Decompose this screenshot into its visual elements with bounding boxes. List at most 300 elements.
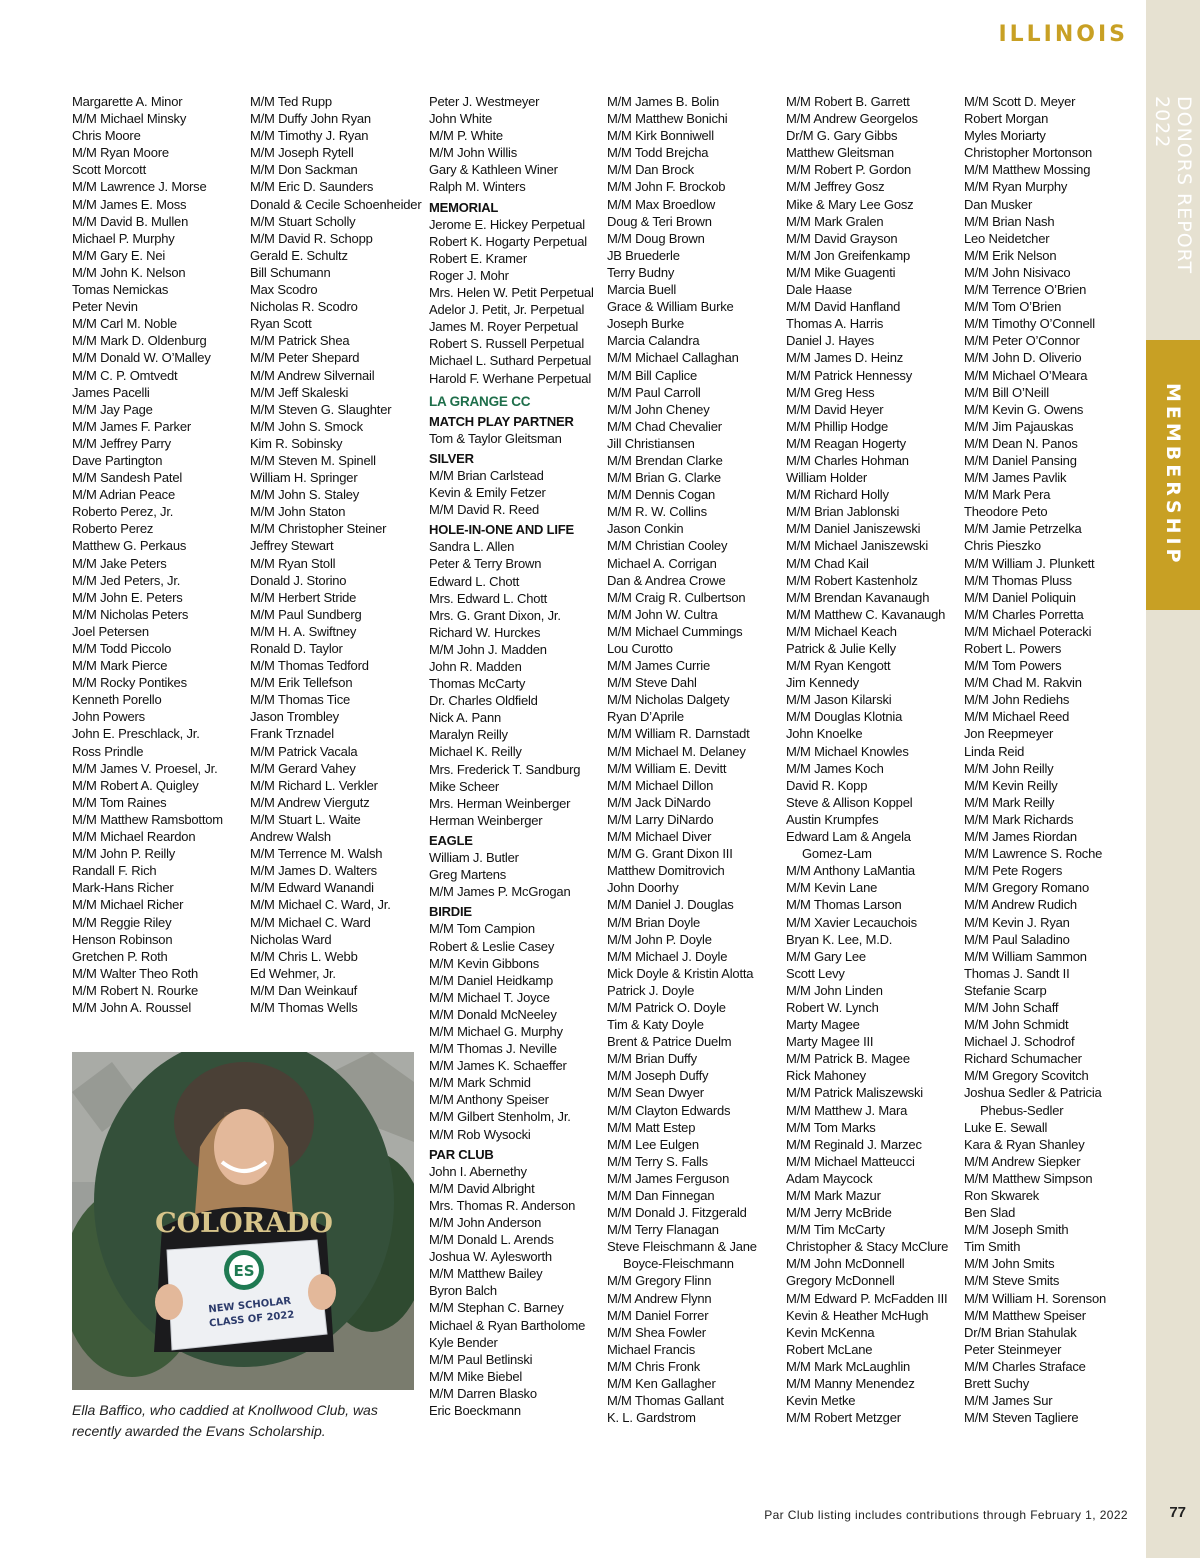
donor-name: M/M Jay Page [72,401,153,417]
photo-caption: Ella Baffico, who caddied at Knollwood Club, was recently awarded the Evans Scholarship. [72,1402,378,1439]
donor-name: M/M Jeffrey Parry [72,435,171,451]
giving-level-heading: PAR CLUB [429,1146,494,1162]
donor-name: M/M Pete Rogers [964,863,1063,879]
donor-name: M/M Thomas Pluss [964,572,1072,588]
donor-name: Lou Curotto [607,641,673,656]
donor-name: M/M Robert B. Garrett [786,94,910,109]
donor-name: Tom & Taylor Gleitsman [429,430,562,446]
donor-name: M/M Matthew Bailey [429,1266,543,1282]
donor-name: M/M James P. McGrogan [429,884,571,900]
donor-name: M/M Patrick Vacala [250,743,358,759]
donor-name: M/M Patrick B. Magee [786,1051,910,1067]
donor-name: Kevin & Heather McHugh [786,1307,929,1323]
scholar-photo [72,1052,414,1390]
donor-name: M/M Daniel Forrer [607,1307,709,1323]
donor-name: Kara & Ryan Shanley [964,1136,1085,1152]
donor-name: Mike & Mary Lee Gosz [786,196,914,212]
donor-name: M/M Shea Fowler [607,1324,706,1340]
donor-name: M/M Mark Pierce [72,658,168,674]
donor-name: M/M R. W. Collins [607,504,707,520]
donor-name: M/M Andrew Georgelos [786,111,918,127]
giving-level-heading: MATCH PLAY PARTNER [429,413,574,429]
donor-name: M/M Michael M. Delaney [607,743,746,759]
donor-name: M/M Max Broedlow [607,196,716,212]
donor-name: Dr/M Brian Stahulak [964,1324,1077,1340]
donor-name: M/M Brian G. Clarke [607,470,721,486]
sweatshirt-text: COLORADO [155,1208,333,1239]
donor-name: Phebus-Sedler [980,1102,1064,1118]
donor-name: M/M Todd Brejcha [607,145,709,161]
donor-name: M/M Matt Estep [607,1119,696,1135]
donor-name: M/M Andrew Silvernail [250,367,375,383]
donor-name: M/M Chris Fronk [607,1358,701,1374]
donor-name: M/M Daniel Heidkamp [429,972,554,988]
donor-name: Nick A. Pann [429,710,502,726]
donor-name: Kevin & Emily Fetzer [429,485,546,501]
donor-name: M/M Nicholas Peters [72,606,189,622]
donor-name: M/M Michael Diver [607,829,712,845]
donor-name: M/M Anthony Speiser [429,1092,549,1108]
donor-name: JB Bruederle [607,247,680,263]
giving-level-heading: EAGLE [429,832,473,848]
donor-name: M/M Michael Minsky [72,111,187,127]
donor-name: M/M C. P. Omtvedt [72,367,178,383]
donor-name: M/M Phillip Hodge [786,418,889,434]
donor-name: M/M Daniel Janiszewski [786,521,921,537]
donor-name: Ron Skwarek [964,1188,1040,1203]
donor-name: Jeffrey Stewart [250,538,334,554]
donor-name: Christopher & Stacy McClure [786,1239,949,1255]
donor-name: Donald & Cecile Schoenheider [250,196,422,212]
donor-name: Michael P. Murphy [72,230,175,246]
donor-name: Nicholas Ward [250,931,332,947]
donor-name: M/M James Pavlik [964,470,1067,486]
donor-name: M/M Gregory Scovitch [964,1068,1089,1084]
donor-name: M/M Tom Campion [429,921,535,937]
donor-name: M/M Matthew Mossing [964,162,1091,178]
donor-name: M/M James D. Walters [250,863,377,879]
donor-name: M/M Mark Pera [964,487,1051,503]
donor-name: M/M Jim Pajauskas [964,418,1074,434]
donor-name: M/M Andrew Rudich [964,897,1077,913]
donor-name: Dan & Andrea Crowe [607,572,726,588]
donor-name: M/M Donald W. O’Malley [72,350,211,366]
donor-name: M/M Chad Kail [786,555,869,571]
donor-name: M/M Robert A. Quigley [72,777,199,793]
donor-name: M/M Chad M. Rakvin [964,675,1082,691]
donor-name: William H. Springer [250,470,358,486]
donor-name: M/M Michael C. Ward [250,914,371,930]
donor-name: M/M Michael J. Doyle [607,948,728,964]
donor-name: Frank Trznadel [250,726,334,742]
donor-name: M/M Robert Kastenholz [786,572,918,588]
donor-name: M/M Matthew Bonichi [607,111,728,127]
donor-name: M/M Dennis Cogan [607,487,716,503]
donor-name: M/M William J. Plunkett [964,555,1095,571]
donor-name: M/M Ted Rupp [250,94,332,109]
donor-name: M/M Paul Saladino [964,931,1070,947]
donor-column-4 [607,93,779,1426]
donor-name: Scott Levy [786,965,845,981]
donor-name: Roberto Perez, Jr. [72,504,174,520]
donor-name: Adam Maycock [786,1170,873,1186]
donor-name: Peter J. Westmeyer [429,94,540,109]
donor-name: M/M Rocky Pontikes [72,675,187,691]
donor-name: Joel Petersen [72,623,149,639]
donor-name: M/M Walter Theo Roth [72,965,199,981]
donor-name: M/M Steven M. Spinell [250,452,376,468]
donor-name: M/M Thomas Wells [250,999,358,1015]
donor-name: M/M Mark Richards [964,811,1074,827]
donor-name: M/M Charles Porretta [964,606,1084,622]
donor-name: M/M Jon Greifenkamp [786,247,911,263]
donor-name: M/M Thomas Tedford [250,658,369,674]
donor-name: M/M Ryan Kengott [786,658,891,674]
donor-name: Ben Slad [964,1205,1016,1221]
donor-name: Max Scodro [250,282,318,298]
donor-name: Michael L. Suthard Perpetual [429,353,592,369]
donor-name: M/M Mark D. Oldenburg [72,333,207,349]
donor-name: M/M Jake Peters [72,555,167,571]
donor-name: M/M Tom Powers [964,658,1062,674]
donor-name: Brett Suchy [964,1376,1029,1392]
donor-name: M/M Lawrence S. Roche [964,846,1103,862]
donor-name: M/M John Linden [786,982,883,998]
donor-name: Kevin McKenna [786,1324,875,1340]
footer-note: Par Club listing includes contributions through February 1, 2022 [764,1508,1128,1522]
donor-name: M/M David R. Schopp [250,230,373,246]
donor-name: M/M John K. Nelson [72,264,186,280]
donor-name: Ralph M. Winters [429,179,526,195]
donor-name: M/M John A. Roussel [72,999,192,1015]
donor-name: M/M Terry S. Falls [607,1153,708,1169]
donor-name: Peter Nevin [72,299,138,315]
donor-name: M/M William R. Darnstadt [607,726,750,742]
donor-name: M/M John J. Madden [429,641,547,657]
donor-name: John R. Madden [429,659,522,674]
donor-name: M/M Jeff Skaleski [250,384,349,400]
donor-name: M/M Charles Hohman [786,452,909,468]
donor-column-3 [429,93,601,1419]
donor-name: James Pacelli [72,384,150,400]
donor-name: M/M Carl M. Noble [72,316,177,332]
donor-name: M/M John Cheney [607,401,710,417]
donor-name: M/M Michael Poteracki [964,623,1092,639]
donor-name: M/M G. Grant Dixon III [607,846,733,862]
donor-name: M/M Robert N. Rourke [72,982,199,998]
donor-name: Marcia Calandra [607,333,700,349]
donor-name: Gregory McDonnell [786,1273,895,1289]
donor-name: Thomas A. Harris [786,316,884,332]
donor-name: Robert & Leslie Casey [429,938,555,954]
donor-name: M/M Matthew J. Mara [786,1102,908,1118]
donor-name: Ed Wehmer, Jr. [250,965,336,981]
donor-name: M/M Terry Flanagan [607,1222,719,1238]
donor-name: Margarette A. Minor [72,94,183,109]
donor-name: M/M Brian Nash [964,213,1055,229]
giving-level-heading: BIRDIE [429,904,472,920]
donor-name: M/M Joseph Smith [964,1222,1069,1238]
side-section-tab: MEMBERSHIP [1146,340,1200,610]
donor-name: Dale Haase [786,282,852,298]
donor-name: M/M Daniel J. Douglas [607,897,734,913]
donor-name: M/M Paul Betlinski [429,1351,533,1367]
donor-name: M/M John E. Peters [72,589,183,605]
donor-name: M/M Michael Callaghan [607,350,739,366]
donor-name: M/M Edward Wanandi [250,880,374,896]
donor-name: M/M Reagan Hogerty [786,435,906,451]
donor-name: Michael & Ryan Bartholome [429,1317,586,1333]
donor-name: Boyce-Fleischmann [623,1256,734,1272]
donor-name: M/M John Schmidt [964,1017,1069,1033]
donor-name: Michael K. Reilly [429,744,522,760]
donor-name: Joseph Burke [607,316,685,332]
donor-name: Jason Trombley [250,709,339,725]
donor-name: M/M William Sammon [964,948,1087,964]
donor-name: M/M Michael Cummings [607,623,743,639]
donor-name: M/M Michael Dillon [607,777,714,793]
donor-name: M/M David Hanfland [786,299,901,315]
donor-name: M/M Jack DiNardo [607,794,711,810]
donor-name: M/M Michael Reed [964,709,1070,725]
donor-name: John Powers [72,709,145,725]
donor-name: M/M Doug Brown [607,230,705,246]
donor-name: Gretchen P. Roth [72,948,168,964]
donor-name: M/M Andrew Siepker [964,1153,1081,1169]
donor-name: M/M Matthew Ramsbottom [72,811,223,827]
donor-name: M/M John D. Oliverio [964,350,1082,366]
donor-name: Austin Krumpfes [786,811,879,827]
donor-column-6 [964,93,1136,1426]
donor-name: M/M John P. Reilly [72,846,176,862]
donor-name: M/M Kevin G. Owens [964,401,1084,417]
donor-name: M/M Andrew Flynn [607,1290,712,1306]
donor-name: Doug & Teri Brown [607,213,712,229]
donor-name: M/M John S. Smock [250,418,363,434]
donor-name: M/M William H. Sorenson [964,1290,1107,1306]
donor-name: M/M Ken Gallagher [607,1376,716,1392]
donor-name: Bryan K. Lee, M.D. [786,931,893,947]
donor-name: M/M Don Sackman [250,162,358,178]
donor-name: M/M Dan Weinkauf [250,982,358,998]
donor-name: Terry Budny [607,264,675,280]
donor-name: M/M Gary Lee [786,948,866,964]
donor-name: Mrs. G. Grant Dixon, Jr. [429,607,561,623]
donor-name: M/M James Riordan [964,829,1077,845]
donor-name: M/M Joseph Duffy [607,1068,709,1084]
donor-name: Richard Schumacher [964,1051,1082,1067]
donor-name: Robert K. Hogarty Perpetual [429,233,587,249]
donor-name: M/M Craig R. Culbertson [607,589,746,605]
donor-name: M/M Gerard Vahey [250,760,356,776]
donor-name: M/M David R. Reed [429,502,540,518]
donor-name: Kim R. Sobinsky [250,435,343,451]
donor-name: M/M John F. Brockob [607,179,726,195]
donor-name: M/M Darren Blasko [429,1385,537,1401]
donor-name: M/M Greg Hess [786,384,875,400]
donor-name: M/M Douglas Klotnia [786,709,903,725]
donor-name: M/M Michael T. Joyce [429,989,550,1005]
donor-name: M/M Michael Knowles [786,743,909,759]
donor-name: Ryan D’Aprile [607,709,684,725]
donor-name: M/M Michael Reardon [72,829,196,845]
donor-name: Gary & Kathleen Winer [429,162,558,178]
donor-name: M/M Robert Metzger [786,1410,901,1426]
donor-name: Leo Neidetcher [964,230,1050,246]
donor-name: Steve Fleischmann & Jane [607,1239,757,1255]
donor-name: Henson Robinson [72,931,173,947]
donor-name: M/M Ryan Murphy [964,179,1068,195]
donor-name: M/M David Albright [429,1180,535,1196]
donor-name: M/M James Ferguson [607,1170,730,1186]
donor-name: M/M David B. Mullen [72,213,189,229]
donor-name: M/M Brian Doyle [607,914,701,930]
donor-name: Kenneth Porello [72,692,162,708]
donor-name: M/M John Schaff [964,999,1059,1015]
donor-name: M/M Richard Holly [786,487,889,503]
donor-name: M/M Chris L. Webb [250,948,358,964]
donor-name: M/M Chad Chevalier [607,418,722,434]
donor-name: Robert S. Russell Perpetual [429,336,585,352]
donor-name: M/M Nicholas Dalgety [607,692,730,708]
donor-name: M/M Steven Tagliere [964,1410,1079,1426]
side-report-title: DONORS REPORT 2022 [1151,96,1195,275]
donor-name: Ronald D. Taylor [250,641,343,656]
donor-name: M/M Reginald J. Marzec [786,1136,922,1152]
donor-name: Michael A. Corrigan [607,555,717,571]
donor-name: M/M Reggie Riley [72,914,172,930]
donor-name: M/M Dan Brock [607,162,694,178]
donor-name: Eric Boeckmann [429,1403,521,1419]
donor-name: M/M Terrence M. Walsh [250,846,383,862]
donor-name: Chris Moore [72,128,141,144]
donor-name: Jerome E. Hickey Perpetual [429,216,585,232]
donor-name: M/M Gregory Flinn [607,1273,712,1289]
donor-name: M/M Kevin Gibbons [429,955,540,971]
donor-name: M/M Kevin J. Ryan [964,914,1070,930]
donor-name: Harold F. Werhane Perpetual [429,370,592,386]
donor-name: Dave Partington [72,452,163,468]
donor-name: John Doorhy [607,880,679,896]
donor-name: M/M Herbert Stride [250,589,357,605]
donor-name: Jill Christiansen [607,435,695,451]
donor-name: Adelor J. Petit, Jr. Perpetual [429,302,585,318]
donor-name: M/M John Anderson [429,1215,542,1230]
donor-name: M/M Mark Schmid [429,1075,531,1091]
donor-name: M/M James D. Heinz [786,350,904,366]
donor-name: M/M Brian Duffy [607,1051,697,1067]
flag-line-1: NEW SCHOLAR [207,1295,292,1316]
donor-name: M/M Edward P. McFadden III [786,1290,948,1306]
donor-name: M/M Tim McCarty [786,1222,885,1238]
donor-name: Scott Morcott [72,162,146,178]
club-heading: LA GRANGE CC [429,393,531,409]
donor-name: M/M Michael Janiszewski [786,538,929,554]
donor-name: William J. Butler [429,850,519,866]
donor-name: M/M Brendan Kavanaugh [786,589,930,605]
donor-name: M/M Rob Wysocki [429,1126,531,1142]
donor-name: M/M Thomas Gallant [607,1393,724,1409]
donor-name: Joshua W. Aylesworth [429,1249,552,1265]
donor-name: Matthew G. Perkaus [72,538,187,554]
donor-name: Robert E. Kramer [429,250,527,266]
donor-name: M/M Jerry McBride [786,1205,892,1221]
donor-name: M/M Donald L. Arends [429,1232,554,1248]
donor-name: Michael Francis [607,1341,696,1357]
donor-name: Grace & William Burke [607,299,734,315]
donor-name: M/M Tom Raines [72,794,167,810]
donor-name: M/M Ryan Moore [72,145,169,161]
donor-name: Theodore Peto [964,504,1048,520]
donor-name: M/M Matthew Simpson [964,1170,1093,1186]
donor-name: M/M Michael Keach [786,623,897,639]
donor-name: Marty Magee [786,1017,860,1033]
donor-name: Marcia Buell [607,282,677,298]
donor-name: M/M James Sur [964,1393,1053,1409]
donor-name: M/M Gregory Romano [964,880,1089,896]
donor-name: M/M Mark McLaughlin [786,1358,911,1374]
donor-name: M/M Brendan Clarke [607,452,723,468]
donor-name: Marty Magee III [786,1034,874,1050]
donor-name: M/M Brian Carlstead [429,467,544,483]
donor-name: M/M Duffy John Ryan [250,111,371,127]
donor-name: John E. Preschlack, Jr. [72,726,200,742]
donor-name: M/M Mike Guagenti [786,264,896,280]
donor-name: Robert W. Lynch [786,999,879,1015]
donor-name: M/M James E. Moss [72,196,187,212]
donor-name: M/M Manny Menendez [786,1376,915,1392]
donor-name: M/M Michael C. Ward, Jr. [250,897,391,913]
donor-name: Sandra L. Allen [429,539,515,555]
donor-name: M/M Clayton Edwards [607,1102,731,1118]
donor-name: M/M Lawrence J. Morse [72,179,207,195]
donor-name: M/M Xavier Lecauchois [786,914,917,930]
donor-name: M/M Brian Jablonski [786,504,900,520]
donor-name: M/M Stuart Scholly [250,213,356,229]
donor-name: John Knoelke [786,726,863,742]
donor-name: Myles Moriarty [964,128,1046,144]
donor-name: Linda Reid [964,743,1025,759]
donor-name: M/M Richard L. Verkler [250,777,378,793]
donor-name: M/M John Staton [250,504,346,520]
donor-name: Greg Martens [429,867,507,883]
donor-name: M/M John S. Staley [250,487,360,503]
donor-name: M/M Tom Marks [786,1119,876,1135]
donor-name: Patrick & Julie Kelly [786,641,896,656]
donor-name: M/M Kevin Lane [786,880,878,896]
donor-name: Tomas Nemickas [72,282,169,298]
giving-level-heading: MEMORIAL [429,199,499,215]
donor-name: Maralyn Reilly [429,727,508,743]
donor-name: Andrew Walsh [250,829,331,845]
donor-name: M/M Donald J. Fitzgerald [607,1205,747,1221]
donor-name: M/M John Smits [964,1256,1055,1272]
donor-name: Matthew Gleitsman [786,145,894,161]
donor-name: M/M Erik Tellefson [250,675,353,691]
donor-name: Roberto Perez [72,521,154,537]
donor-name: Robert McLane [786,1341,873,1357]
donor-name: M/M Scott D. Meyer [964,94,1076,109]
donor-name: M/M Gary E. Nei [72,247,166,263]
donor-name: M/M Andrew Viergutz [250,794,370,810]
donor-name: David R. Kopp [786,777,868,793]
donor-name: M/M Christopher Steiner [250,521,387,537]
donor-name: M/M Donald McNeeley [429,1006,557,1022]
donor-name: Michael J. Schodrof [964,1034,1075,1050]
donor-name: M/M Anthony LaMantia [786,863,915,879]
donor-name: Tim & Katy Doyle [607,1017,704,1033]
donor-name: Mrs. Helen W. Petit Perpetual [429,285,594,301]
